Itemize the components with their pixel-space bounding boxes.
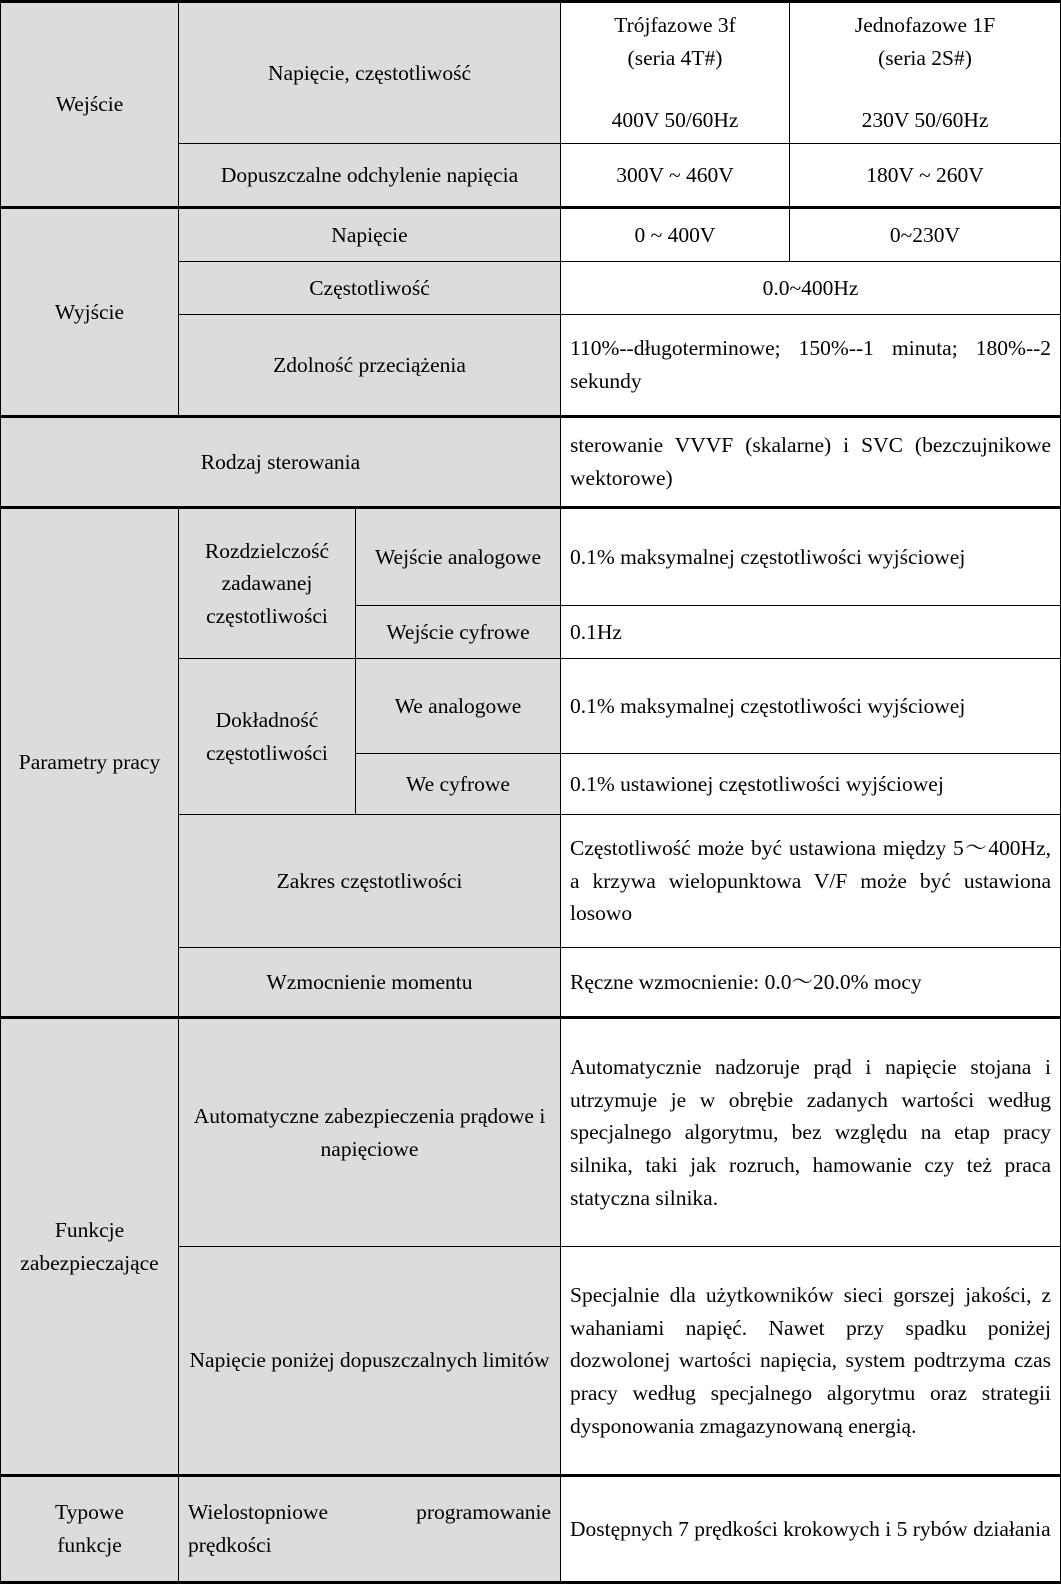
row-label-overload-capacity: Zdolność przeciążenia: [179, 315, 561, 417]
value-resolution-digital-input: 0.1Hz: [561, 606, 1061, 659]
row-label-frequency-range: Zakres częstotliwości: [179, 815, 561, 948]
value-output-frequency: 0.0~400Hz: [561, 262, 1061, 315]
header-single-phase-line2: (seria 2S#): [878, 45, 972, 70]
sublabel-digital-inputs: We cyfrowe: [356, 754, 561, 815]
value-output-voltage-three-phase: 0 ~ 400V: [561, 208, 790, 262]
table-row-automatic-protection: [1, 1018, 1061, 1247]
value-automatic-protection: Automatycznie nadzoruje prąd i napięcie stojana i utrzymuje je w obrębie zadanych wartości według specjalnego algorytmu, bez względu na etap pracy silnika, taki jak rozruch, hamowanie czy też praca statyczna silnika.: [561, 1018, 1061, 1247]
header-spacer: [799, 74, 1051, 104]
row-label-multi-speed-programming: Wielostopniowe programowanie prędkości: [179, 1476, 561, 1583]
section-label-input: Wejście: [1, 2, 179, 208]
header-three-phase-line2: (seria 4T#): [627, 45, 723, 70]
value-deviation-single-phase: 180V ~ 260V: [790, 144, 1061, 208]
section-label-typical-line2: funkcje: [57, 1533, 122, 1558]
row-label-control-type: Rodzaj sterowania: [1, 417, 561, 508]
table-row-resolution-analog-input: [1, 508, 1061, 606]
value-multi-speed-programming: Dostępnych 7 prędkości krokowych i 5 rybów działania: [561, 1476, 1061, 1583]
row-label-output-frequency: Częstotliwość: [179, 262, 561, 315]
header-three-phase-line1: Trójfazowe 3f: [614, 13, 736, 37]
table-row-control-type: [1, 417, 1061, 508]
group-label-frequency-accuracy: Dokładność częstotliwości: [179, 659, 356, 815]
section-label-typical-functions: [1, 1476, 179, 1583]
row-label-undervoltage: Napięcie poniżej dopuszczalnych limitów: [179, 1247, 561, 1476]
table-row-output-voltage: [1, 208, 1061, 262]
value-output-voltage-single-phase: 0~230V: [790, 208, 1061, 262]
section-label-output: Wyjście: [1, 208, 179, 417]
sublabel-analog-input: Wejście analogowe: [356, 508, 561, 606]
sublabel-digital-input: Wejście cyfrowe: [356, 606, 561, 659]
sublabel-analog-inputs: We analogowe: [356, 659, 561, 754]
header-spacer: [570, 74, 780, 104]
row-label-voltage-frequency: Napięcie, częstotliwość: [179, 2, 561, 144]
section-label-protection-line1: Funkcje: [54, 1217, 125, 1242]
value-deviation-three-phase: 300V ~ 460V: [561, 144, 790, 208]
value-input-voltage-three-phase: 400V 50/60Hz: [611, 108, 739, 133]
value-accuracy-analog-input: 0.1% maksymalnej częstotliwości wyjściowej: [561, 659, 1061, 754]
value-control-type: sterowanie VVVF (skalarne) i SVC (bezczujnikowe wektorowe): [561, 417, 1061, 508]
value-torque-boost: Ręczne wzmocnienie: 0.0～20.0% mocy: [561, 948, 1061, 1018]
section-label-line1: Parametry pracy: [18, 750, 161, 775]
value-accuracy-digital-input: 0.1% ustawionej częstotliwości wyjściowej: [561, 754, 1061, 815]
value-overload-capacity: 110%--długoterminowe; 150%--1 minuta; 180%--2 sekundy: [561, 315, 1061, 417]
header-single-phase-line1: Jednofazowe 1F: [854, 13, 996, 37]
section-label-protection-line2: zabezpieczające: [20, 1250, 159, 1275]
table-row-multi-speed-programming: [1, 1476, 1061, 1583]
table-row-input-voltage-frequency: [1, 2, 1061, 144]
header-cell-single-phase: [790, 2, 1061, 144]
row-label-torque-boost: Wzmocnienie momentu: [179, 948, 561, 1018]
section-label-protection-functions: [1, 1018, 179, 1476]
value-input-voltage-single-phase: 230V 50/60Hz: [861, 108, 989, 133]
section-label-operating-parameters: [1, 508, 179, 1018]
header-cell-three-phase: [561, 2, 790, 144]
group-label-frequency-resolution: Rozdzielczość zadawanej częstotliwości: [179, 508, 356, 659]
row-label-automatic-protection: Automatyczne zabezpieczenia prądowe i napięciowe: [179, 1018, 561, 1247]
row-label-voltage-deviation: Dopuszczalne odchylenie napięcia: [179, 144, 561, 208]
value-resolution-analog-input: 0.1% maksymalnej częstotliwości wyjściowej: [561, 508, 1061, 606]
value-undervoltage: Specjalnie dla użytkowników sieci gorszej jakości, z wahaniami napięć. Nawet przy spadku poniżej dozwolonej wartości napięcia, system podtrzyma czas pracy według specjalnego algorytmu oraz strategii dysponowania zmagazynowaną energią.: [561, 1247, 1061, 1476]
section-label-typical-line1: Typowe: [55, 1500, 124, 1525]
value-frequency-range: Częstotliwość może być ustawiona między 5～400Hz, a krzywa wielopunktowa V/F może być ustawiona losowo: [561, 815, 1061, 948]
row-label-output-voltage: Napięcie: [179, 208, 561, 262]
